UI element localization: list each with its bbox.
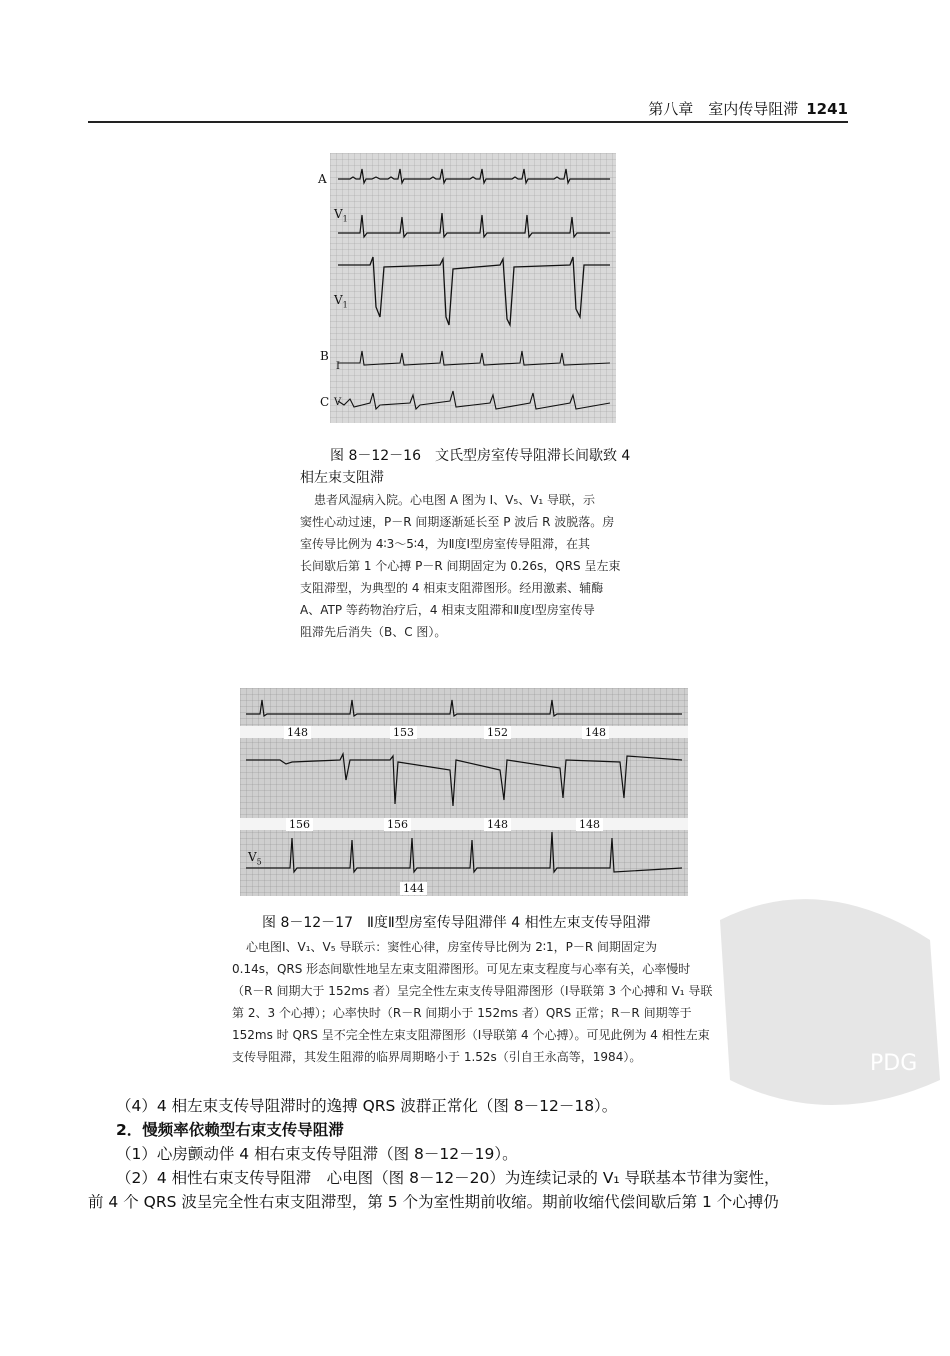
lead-label-a: A xyxy=(318,172,327,186)
chapter-title: 第八章 室内传导阻滞 xyxy=(648,100,799,118)
body-paragraph: （1）心房颤动伴 4 相右束支传导阻滞（图 8－12－19）。 xyxy=(116,1145,518,1163)
caption1-line: 室传导比例为 4∶3～5∶4，为Ⅱ度Ⅰ型房室传导阻滞，在其 xyxy=(300,537,591,551)
rr-interval-label: 156 xyxy=(286,818,313,831)
caption2-line: 152ms 时 QRS 呈不完全性左束支阻滞图形（Ⅰ导联第 4 个心搏）。可见此例为 4 相性左束 xyxy=(232,1028,710,1042)
rr-interval-label: 153 xyxy=(390,726,417,739)
caption1-line: 长间歇后第 1 个心搏 P－R 间期固定为 0.26s，QRS 呈左束 xyxy=(300,559,621,573)
figure2-caption-title: 图 8－12－17 Ⅱ度Ⅱ型房室传导阻滞伴 4 相性左束支传导阻滞 xyxy=(262,915,651,931)
body-paragraph: （4）4 相左束支传导阻滞时的逸搏 QRS 波群正常化（图 8－12－18）。 xyxy=(116,1097,618,1115)
pdg-watermark xyxy=(700,880,950,1120)
lead-label-v5: $V_5$ xyxy=(248,850,262,867)
body-paragraph: 前 4 个 QRS 波呈完全性右束支阻滞型，第 5 个为室性期前收缩。期前收缩代偿间歇后第 1 个心搏仍 xyxy=(88,1193,779,1211)
rr-interval-label: 152 xyxy=(484,726,511,739)
watermark-seal xyxy=(700,880,950,1120)
figure1-caption-body xyxy=(300,489,640,643)
figure1-caption-title xyxy=(300,445,650,489)
rr-interval-label: 144 xyxy=(400,882,427,895)
figure1-caption-line1: 图 8－12－16 文氏型房室传导阻滞长间歇致 4 xyxy=(330,448,631,464)
lead-label-b-lead: I xyxy=(336,361,340,372)
caption1-line: 患者风湿病入院。心电图 A 图为 Ⅰ、V₅、V₁ 导联，示 xyxy=(314,493,596,507)
lead-label-c: C xyxy=(320,395,330,409)
lead-label-v1-upper: $V_1$ xyxy=(334,207,348,224)
caption2-line: 0.14s，QRS 形态间歇性地呈左束支阻滞图形。可见左束支程度与心率有关，心率慢时 xyxy=(232,962,691,976)
caption1-line: A、ATP 等药物治疗后，4 相束支阻滞和Ⅱ度Ⅰ型房室传导 xyxy=(300,603,595,617)
body-paragraph: （2）4 相性右束支传导阻滞 心电图（图 8－12－20）为连续记录的 V₁ 导联基本节律为窦性， xyxy=(116,1169,780,1187)
caption2-line: 第 2、3 个心搏）；心率快时（R－R 间期小于 152ms 者）QRS 正常；R－R 间期等于 xyxy=(232,1006,692,1020)
lead-label-b: B xyxy=(320,349,329,363)
caption1-line: 窦性心动过速，P－R 间期逐渐延长至 P 波后 R 波脱落。房 xyxy=(300,515,615,529)
ecg-figure-1 xyxy=(330,153,616,423)
caption1-line: 阻滞先后消失（B、C 图）。 xyxy=(300,625,447,639)
section-heading: 2．慢频率依赖型右束支传导阻滞 xyxy=(116,1121,344,1139)
caption2-line: 心电图Ⅰ、V₁、V₅ 导联示：窦性心律，房室传导比例为 2∶1，P－R 间期固定为 xyxy=(246,940,657,954)
figure2-caption-body xyxy=(232,936,720,1068)
page-number: 1241 xyxy=(806,100,848,118)
lead-label-c-lead: V xyxy=(334,397,342,408)
caption1-line: 支阻滞型，为典型的 4 相束支阻滞图形。经用激素、辅酶 xyxy=(300,581,604,595)
caption2-line: （R－R 间期大于 152ms 者）呈完全性左束支传导阻滞图形（Ⅰ导联第 3 个心搏和 V₁ 导联 xyxy=(232,984,713,998)
rr-interval-label: 148 xyxy=(582,726,609,739)
running-header xyxy=(88,98,848,122)
rr-interval-label: 156 xyxy=(384,818,411,831)
rr-interval-label: 148 xyxy=(284,726,311,739)
rr-interval-label: 148 xyxy=(576,818,603,831)
ecg-figure-2 xyxy=(240,688,688,896)
figure-8-12-17 xyxy=(240,688,688,896)
header-rule xyxy=(88,121,848,123)
figure-8-12-16 xyxy=(318,153,616,423)
rr-interval-label: 148 xyxy=(484,818,511,831)
caption2-line: 支传导阻滞，其发生阻滞的临界周期略小于 1.52s（引自王永高等，1984）。 xyxy=(232,1050,642,1064)
lead-label-v1-lower: $V_1$ xyxy=(334,293,348,310)
svg-text:PDG: PDG xyxy=(870,1051,918,1076)
figure1-caption-line2: 相左束支阻滞 xyxy=(300,470,384,486)
